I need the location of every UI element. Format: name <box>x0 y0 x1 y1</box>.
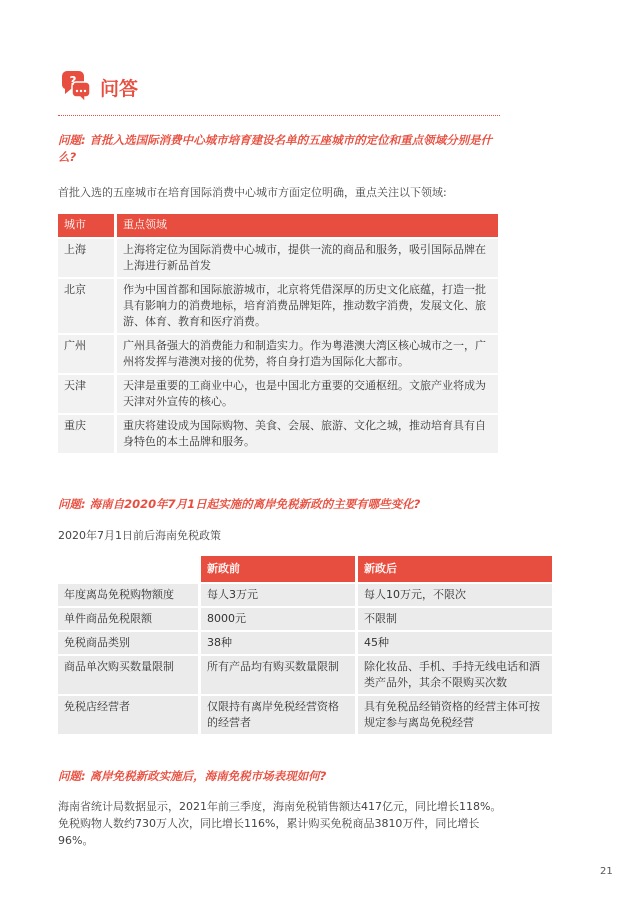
city-cell: 广州 <box>58 335 117 373</box>
section-title: 问答 <box>100 77 139 100</box>
item-cell: 年度离岛免税购物额度 <box>58 584 201 606</box>
policy-table-caption: 2020年7月1日前后海南免税政策 <box>58 529 221 542</box>
city-cell: 天津 <box>58 375 117 413</box>
city-cell: 上海 <box>58 239 117 277</box>
item-cell: 免税商品类别 <box>58 632 201 654</box>
after-cell: 每人10万元，不限次 <box>358 584 552 606</box>
header-before: 新政前 <box>201 556 358 582</box>
policy-compare-table <box>58 554 552 736</box>
question-1-intro: 首批入选的五座城市在培育国际消费中心城市方面定位明确，重点关注以下领域: <box>58 186 447 199</box>
after-cell: 不限制 <box>358 608 552 630</box>
focus-cell: 广州具备强大的消费能力和制造实力。作为粤港澳大湾区核心城市之一，广州将发挥与港澳对接的优势，将自身打造为国际化大都市。 <box>117 335 498 373</box>
focus-cell: 重庆将建设成为国际购物、美食、会展、旅游、文化之城，推动培育具有自身特色的本土品牌和服务。 <box>117 415 498 453</box>
table-row <box>58 279 498 333</box>
chat-question-icon <box>58 70 92 104</box>
table-header-row <box>58 214 498 237</box>
table-row <box>58 375 498 413</box>
header-city: 城市 <box>58 214 117 237</box>
table-row <box>58 656 552 694</box>
table-row <box>58 335 498 373</box>
question-3-answer: 海南省统计局数据显示，2021年前三季度，海南免税销售额达417亿元，同比增长118%。免税购物人数约730万人次，同比增长116%，累计购买免税商品3810万件，同比增长96%。 <box>58 800 502 847</box>
question-1: 问题: 首批入选国际消费中心城市培育建设名单的五座城市的定位和重点领域分别是什么? <box>58 133 493 164</box>
before-cell: 8000元 <box>201 608 358 630</box>
page-number: 21 <box>600 866 613 877</box>
before-cell: 38种 <box>201 632 358 654</box>
svg-text:?: ? <box>69 74 77 88</box>
header-focus: 重点领域 <box>117 214 498 237</box>
question-3: 问题: 离岸免税新政实施后，海南免税市场表现如何? <box>58 769 327 783</box>
item-cell: 商品单次购买数量限制 <box>58 656 201 694</box>
header-blank <box>58 556 201 582</box>
question-2: 问题: 海南自2020年7月1日起实施的离岸免税新政的主要有哪些变化? <box>58 497 421 511</box>
city-focus-table <box>58 212 498 455</box>
table-header-row <box>58 556 552 582</box>
focus-cell: 天津是重要的工商业中心，也是中国北方重要的交通枢纽。文旅产业将成为天津对外宣传的核心。 <box>117 375 498 413</box>
city-cell: 北京 <box>58 279 117 333</box>
item-cell: 免税店经营者 <box>58 696 201 734</box>
table-row <box>58 415 498 453</box>
section-header <box>58 70 138 104</box>
after-cell: 具有免税品经销资格的经营主体可按规定参与离岛免税经营 <box>358 696 552 734</box>
before-cell: 仅限持有离岸免税经营资格的经营者 <box>201 696 358 734</box>
header-after: 新政后 <box>358 556 552 582</box>
focus-cell: 上海将定位为国际消费中心城市，提供一流的商品和服务，吸引国际品牌在上海进行新品首发 <box>117 239 498 277</box>
table-row <box>58 632 552 654</box>
before-cell: 所有产品均有购买数量限制 <box>201 656 358 694</box>
table-row <box>58 584 552 606</box>
before-cell: 每人3万元 <box>201 584 358 606</box>
focus-cell: 作为中国首都和国际旅游城市，北京将凭借深厚的历史文化底蕴，打造一批具有影响力的消费地标，培育消费品牌矩阵，推动数字消费，发展文化、旅游、体育、教育和医疗消费。 <box>117 279 498 333</box>
dotted-divider <box>58 115 500 116</box>
city-cell: 重庆 <box>58 415 117 453</box>
after-cell: 45种 <box>358 632 552 654</box>
table-row <box>58 608 552 630</box>
item-cell: 单件商品免税限额 <box>58 608 201 630</box>
table-row <box>58 239 498 277</box>
table-row <box>58 696 552 734</box>
after-cell: 除化妆品、手机、手持无线电话和酒类产品外，其余不限购买次数 <box>358 656 552 694</box>
